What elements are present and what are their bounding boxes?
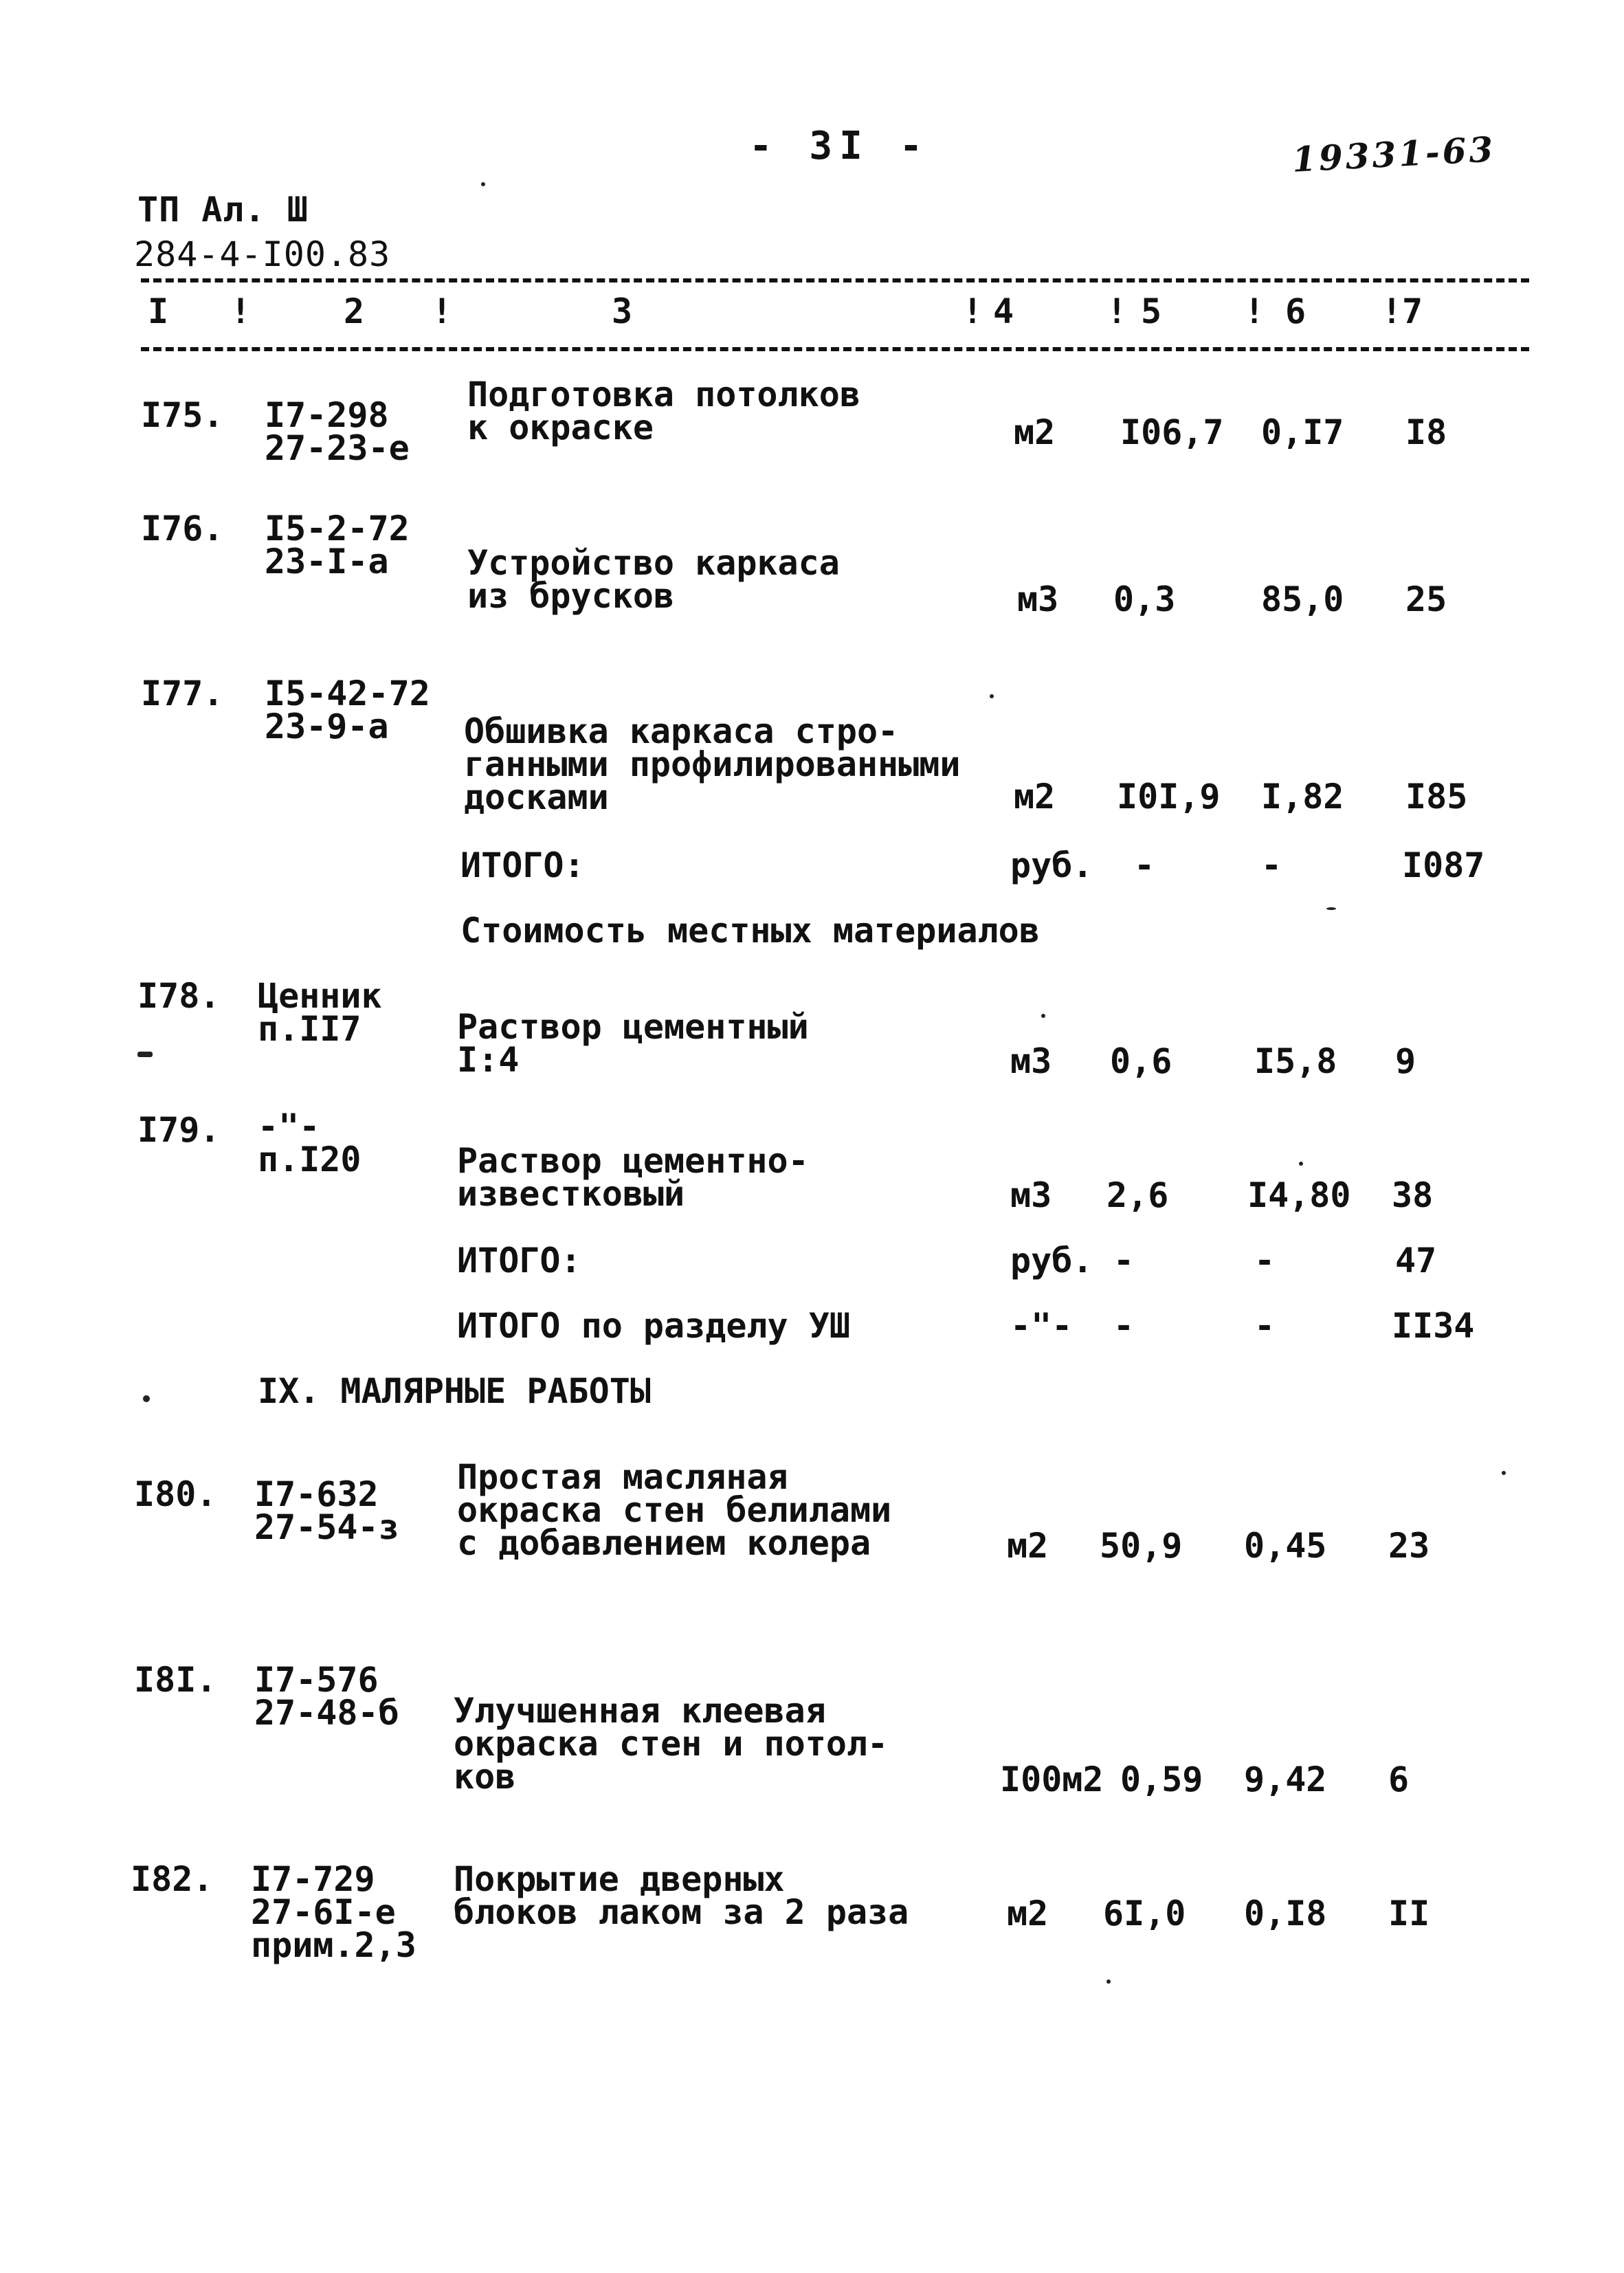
row-unit: I00м2 [1000,1760,1104,1799]
row-unit: м2 [1007,1894,1049,1933]
row-code: I5-2-72 23-I-а [265,509,410,581]
row-description: Улучшенная клеевая окраска стен и потол- ков [454,1691,889,1797]
row-quantity: 0,6 [1110,1041,1172,1081]
subtotal-total: 47 [1395,1241,1437,1280]
row-description: Обшивка каркаса стро- ганными профилированными досками [464,711,961,817]
row-code: I5-42-72 23-9-а [265,674,430,746]
row-total: 6 [1388,1760,1410,1799]
scan-speck [1299,1162,1303,1166]
row-code: Ценник п.II7 [258,976,382,1049]
section-total-qty: - [1113,1306,1135,1346]
subtotal-price: - [1261,845,1282,885]
header-top-rule [141,278,1529,282]
header-bottom-rule [141,347,1529,351]
row-price: 85,0 [1261,579,1344,619]
row-price: 9,42 [1244,1760,1327,1799]
row-code: -"- п.I20 [258,1107,361,1179]
row-total: 23 [1388,1526,1430,1566]
row-number: I8I. [134,1660,217,1700]
row-quantity: 0,3 [1113,579,1176,619]
col-header-4: 4 [993,291,1015,331]
row-quantity: I06,7 [1120,412,1224,452]
subtotal-unit: руб. [1010,1241,1093,1280]
section-total-total: II34 [1392,1306,1475,1346]
subtotal-unit: руб. [1010,845,1093,885]
row-price: 0,I8 [1244,1894,1327,1933]
scan-speck [1106,1980,1111,1984]
subtotal-total: I087 [1402,845,1485,885]
row-unit: м2 [1007,1526,1049,1566]
col-header-2: 2 [344,291,366,331]
scan-speck [143,1395,150,1402]
row-total: 25 [1405,579,1447,619]
row-unit: м3 [1010,1175,1052,1215]
col-sep-5: ! [1244,291,1266,331]
scan-speck [137,1052,153,1057]
row-number: I82. [131,1859,214,1899]
row-number: I80. [134,1474,217,1514]
series-line-2: 284-4-I00.83 [134,234,391,274]
row-quantity: 50,9 [1100,1526,1183,1566]
series-line-1: ТП Ал. Ш [137,190,309,230]
subtotal-qty: - [1113,1241,1135,1280]
page-number: - 3I - [749,124,930,168]
row-quantity: 0,59 [1120,1760,1203,1799]
row-number: I77. [141,674,224,713]
col-header-3: 3 [612,291,634,331]
row-price: I5,8 [1254,1041,1337,1081]
subtotal-label: ИТОГО: [460,845,585,885]
scan-speck [1041,1014,1045,1018]
row-price: 0,I7 [1261,412,1344,452]
row-unit: м3 [1017,579,1059,619]
archive-code: 19331-63 [1291,129,1497,180]
row-number: I78. [137,976,221,1016]
row-total: II [1388,1894,1430,1933]
row-price: I4,80 [1247,1175,1351,1215]
row-number: I75. [141,395,224,435]
row-unit: м2 [1014,777,1056,817]
row-total: I8 [1405,412,1447,452]
scan-speck [990,694,994,698]
row-description: Устройство каркаса из брусков [467,543,840,616]
row-total: I85 [1405,777,1468,817]
row-unit: м2 [1014,412,1056,452]
section-total-label: ИТОГО по разделу УШ [457,1306,850,1346]
row-price: I,82 [1261,777,1344,817]
col-header-5: 5 [1141,291,1163,331]
scan-speck [481,182,485,186]
section-total-unit: -"- [1010,1306,1073,1346]
col-sep-1: ! [230,291,252,331]
scan-speck [1326,907,1336,910]
col-header-1: I [148,291,170,331]
row-quantity: 2,6 [1106,1175,1169,1215]
row-description: Раствор цементный I:4 [457,1007,809,1080]
row-number: I76. [141,509,224,548]
row-code: I7-576 27-48-б [254,1660,399,1733]
col-sep-6: ! [1381,291,1403,331]
row-description: Покрытие дверных блоков лаком за 2 раза [454,1859,909,1932]
row-code: I7-298 27-23-е [265,395,410,468]
row-unit: м3 [1010,1041,1052,1081]
row-quantity: 6I,0 [1103,1894,1186,1933]
col-header-6: 6 [1285,291,1307,331]
row-description: Раствор цементно- известковый [457,1141,809,1214]
row-price: 0,45 [1244,1526,1327,1566]
col-header-7: 7 [1402,291,1424,331]
row-total: 38 [1392,1175,1434,1215]
row-total: 9 [1395,1041,1416,1081]
col-sep-4: ! [1106,291,1128,331]
row-number: I79. [137,1110,221,1150]
scan-speck [1502,1471,1506,1475]
col-sep-3: ! [962,291,984,331]
row-description: Подготовка потолков к окраске [467,375,860,447]
row-quantity: I0I,9 [1117,777,1221,817]
col-sep-2: ! [432,291,454,331]
subtotal-price: - [1254,1241,1276,1280]
section-heading: IX. МАЛЯРНЫЕ РАБОТЫ [258,1371,651,1411]
subtotal-label: ИТОГО: [457,1241,581,1280]
section-total-price: - [1254,1306,1276,1346]
row-description: Простая масляная окраска стен белилами с добавлением колера [457,1457,892,1563]
row-code: I7-632 27-54-з [254,1474,399,1547]
subtotal-qty: - [1134,845,1155,885]
section-subheading: Стоимость местных материалов [460,911,1040,951]
row-code: I7-729 27-6I-е прим.2,3 [251,1859,416,1965]
